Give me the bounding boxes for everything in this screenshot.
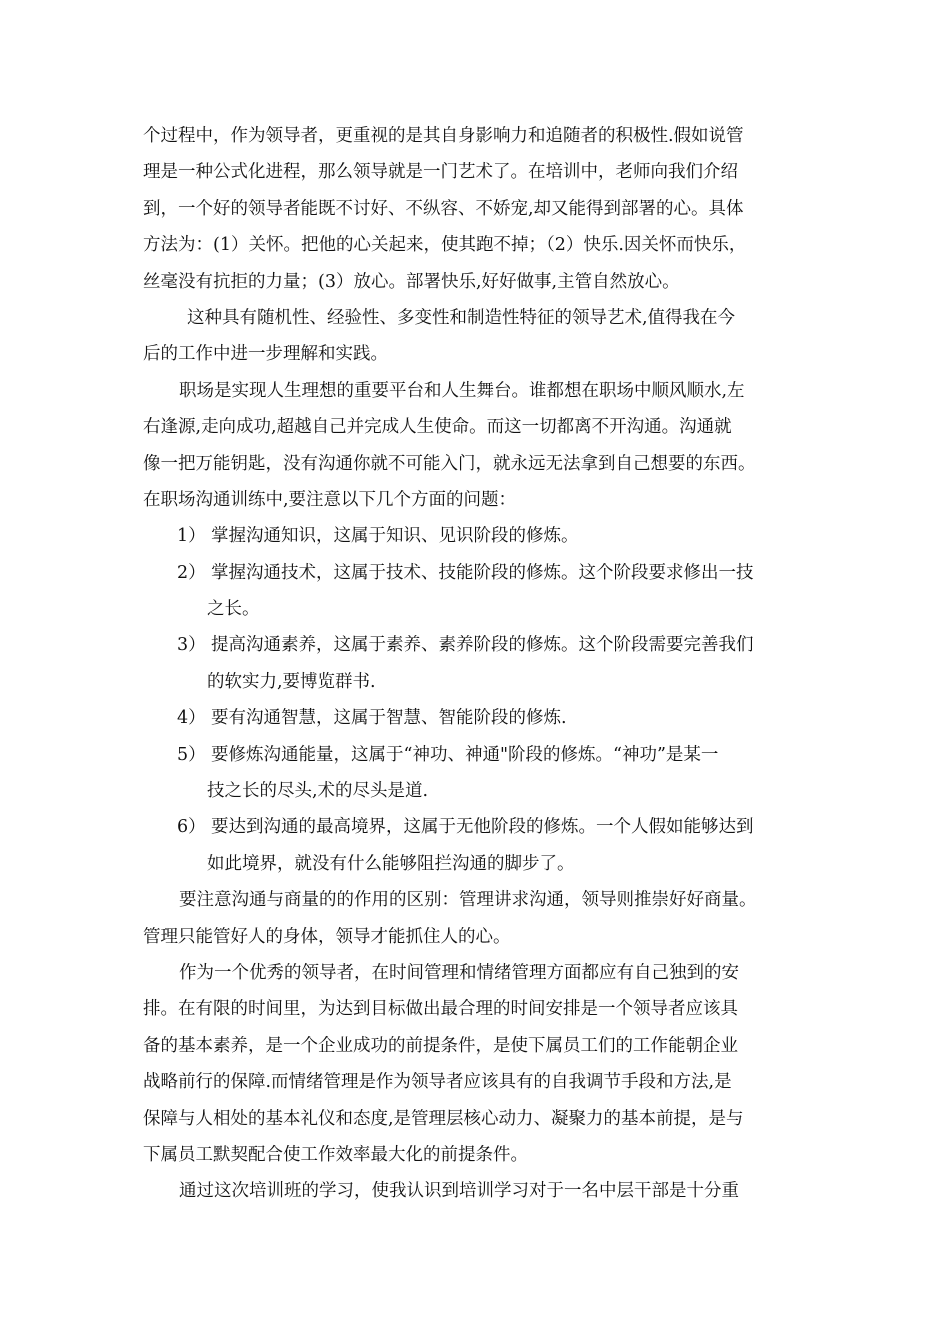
text-line xyxy=(143,409,823,445)
text-line xyxy=(143,1101,823,1137)
text-line xyxy=(143,373,823,409)
list-item-number: 2） xyxy=(177,562,206,583)
line-text: 之长。 xyxy=(207,599,260,620)
text-line xyxy=(143,118,823,154)
text-line xyxy=(143,991,823,1027)
line-text: 技之长的尽头,术的尽头是道. xyxy=(207,781,429,802)
line-text: 要有沟通智慧，这属于智慧、智能阶段的修炼. xyxy=(211,708,567,729)
text-line xyxy=(143,882,823,918)
text-line xyxy=(143,300,823,336)
list-item-line xyxy=(143,700,823,736)
line-text: 提高沟通素养，这属于素养、素养阶段的修炼。这个阶段需要完善我们 xyxy=(211,635,754,656)
text-line xyxy=(143,336,823,372)
line-text: 保障与人相处的基本礼仪和态度,是管理层核心动力、凝聚力的基本前提，是与 xyxy=(143,1108,744,1129)
text-line xyxy=(143,1173,823,1209)
text-line xyxy=(143,227,823,263)
line-text: 右逢源,走向成功,超越自己并完成人生使命。而这一切都离不开沟通。沟通就 xyxy=(143,417,732,438)
document-body xyxy=(143,118,823,1210)
text-line xyxy=(143,955,823,991)
list-item-line xyxy=(143,809,823,845)
list-item-line xyxy=(143,518,823,554)
list-item-number: 6） xyxy=(177,817,206,838)
line-text: 后的工作中进一步理解和实践。 xyxy=(143,344,388,365)
line-text: 的软实力,要博览群书. xyxy=(207,671,376,692)
line-text: 到，一个好的领导者能既不讨好、不纵容、不娇宠,却又能得到部署的心。具体 xyxy=(143,198,744,219)
line-text: 备的基本素养，是一个企业成功的前提条件，是使下属员工们的工作能朝企业 xyxy=(143,1035,738,1056)
line-text: 排。在有限的时间里，为达到目标做出最合理的时间安排是一个领导者应该具 xyxy=(143,999,738,1020)
text-line xyxy=(143,191,823,227)
line-text: 战略前行的保障.而情绪管理是作为领导者应该具有的自我调节手段和方法,是 xyxy=(143,1072,732,1093)
list-item-number: 5） xyxy=(177,744,206,765)
line-text: 方法为：(1）关怀。把他的心关起来，使其跑不掉；（2）快乐.因关怀而快乐， xyxy=(143,235,747,256)
text-line xyxy=(143,1064,823,1100)
line-text: 丝毫没有抗拒的力量；(3）放心。部署快乐,好好做事,主管自然放心。 xyxy=(143,271,680,292)
line-text: 要修炼沟通能量，这属于“神功、神通"阶段的修炼。“神功”是某一 xyxy=(211,744,719,765)
text-line xyxy=(143,446,823,482)
line-text: 掌握沟通技术，这属于技术、技能阶段的修炼。这个阶段要求修出一技 xyxy=(211,562,754,583)
text-line xyxy=(143,264,823,300)
line-text: 要达到沟通的最高境界，这属于无他阶段的修炼。一个人假如能够达到 xyxy=(211,817,754,838)
text-line xyxy=(143,154,823,190)
line-text: 个过程中，作为领导者，更重视的是其自身影响力和追随者的积极性.假如说管 xyxy=(143,126,744,146)
text-line xyxy=(143,846,823,882)
line-text: 掌握沟通知识，这属于知识、见识阶段的修炼。 xyxy=(211,526,579,547)
text-line xyxy=(143,1137,823,1173)
list-item-line xyxy=(143,555,823,591)
text-line xyxy=(143,773,823,809)
text-line xyxy=(143,482,823,518)
line-text: 如此境界，就没有什么能够阻拦沟通的脚步了。 xyxy=(207,853,575,874)
line-text: 管理只能管好人的身体，领导才能抓住人的心。 xyxy=(143,926,511,947)
line-text: 理是一种公式化进程，那么领导就是一门艺术了。在培训中，老师向我们介绍 xyxy=(143,162,738,183)
text-line xyxy=(143,664,823,700)
document-page xyxy=(143,118,823,1210)
text-line xyxy=(143,1028,823,1064)
text-line xyxy=(143,591,823,627)
line-text: 职场是实现人生理想的重要平台和人生舞台。谁都想在职场中顺风顺水,左 xyxy=(179,380,745,401)
line-text: 在职场沟通训练中,要注意以下几个方面的问题： xyxy=(143,489,517,510)
text-line xyxy=(143,919,823,955)
line-text: 要注意沟通与商量的的作用的区别：管理讲求沟通，领导则推崇好好商量。 xyxy=(179,890,757,911)
line-text: 作为一个优秀的领导者，在时间管理和情绪管理方面都应有自己独到的安 xyxy=(179,962,739,983)
list-item-number: 1） xyxy=(177,526,206,547)
line-text: 像一把万能钥匙，没有沟通你就不可能入门，就永远无法拿到自己想要的东西。 xyxy=(143,453,756,474)
list-item-line xyxy=(143,737,823,773)
line-text: 下属员工默契配合使工作效率最大化的前提条件。 xyxy=(143,1144,528,1165)
line-text: 这种具有随机性、经验性、多变性和制造性特征的领导艺术,值得我在今 xyxy=(187,307,736,328)
line-text: 通过这次培训班的学习，使我认识到培训学习对于一名中层干部是十分重 xyxy=(179,1181,739,1202)
list-item-number: 3） xyxy=(177,635,206,656)
list-item-line xyxy=(143,627,823,663)
list-item-number: 4） xyxy=(177,708,206,729)
